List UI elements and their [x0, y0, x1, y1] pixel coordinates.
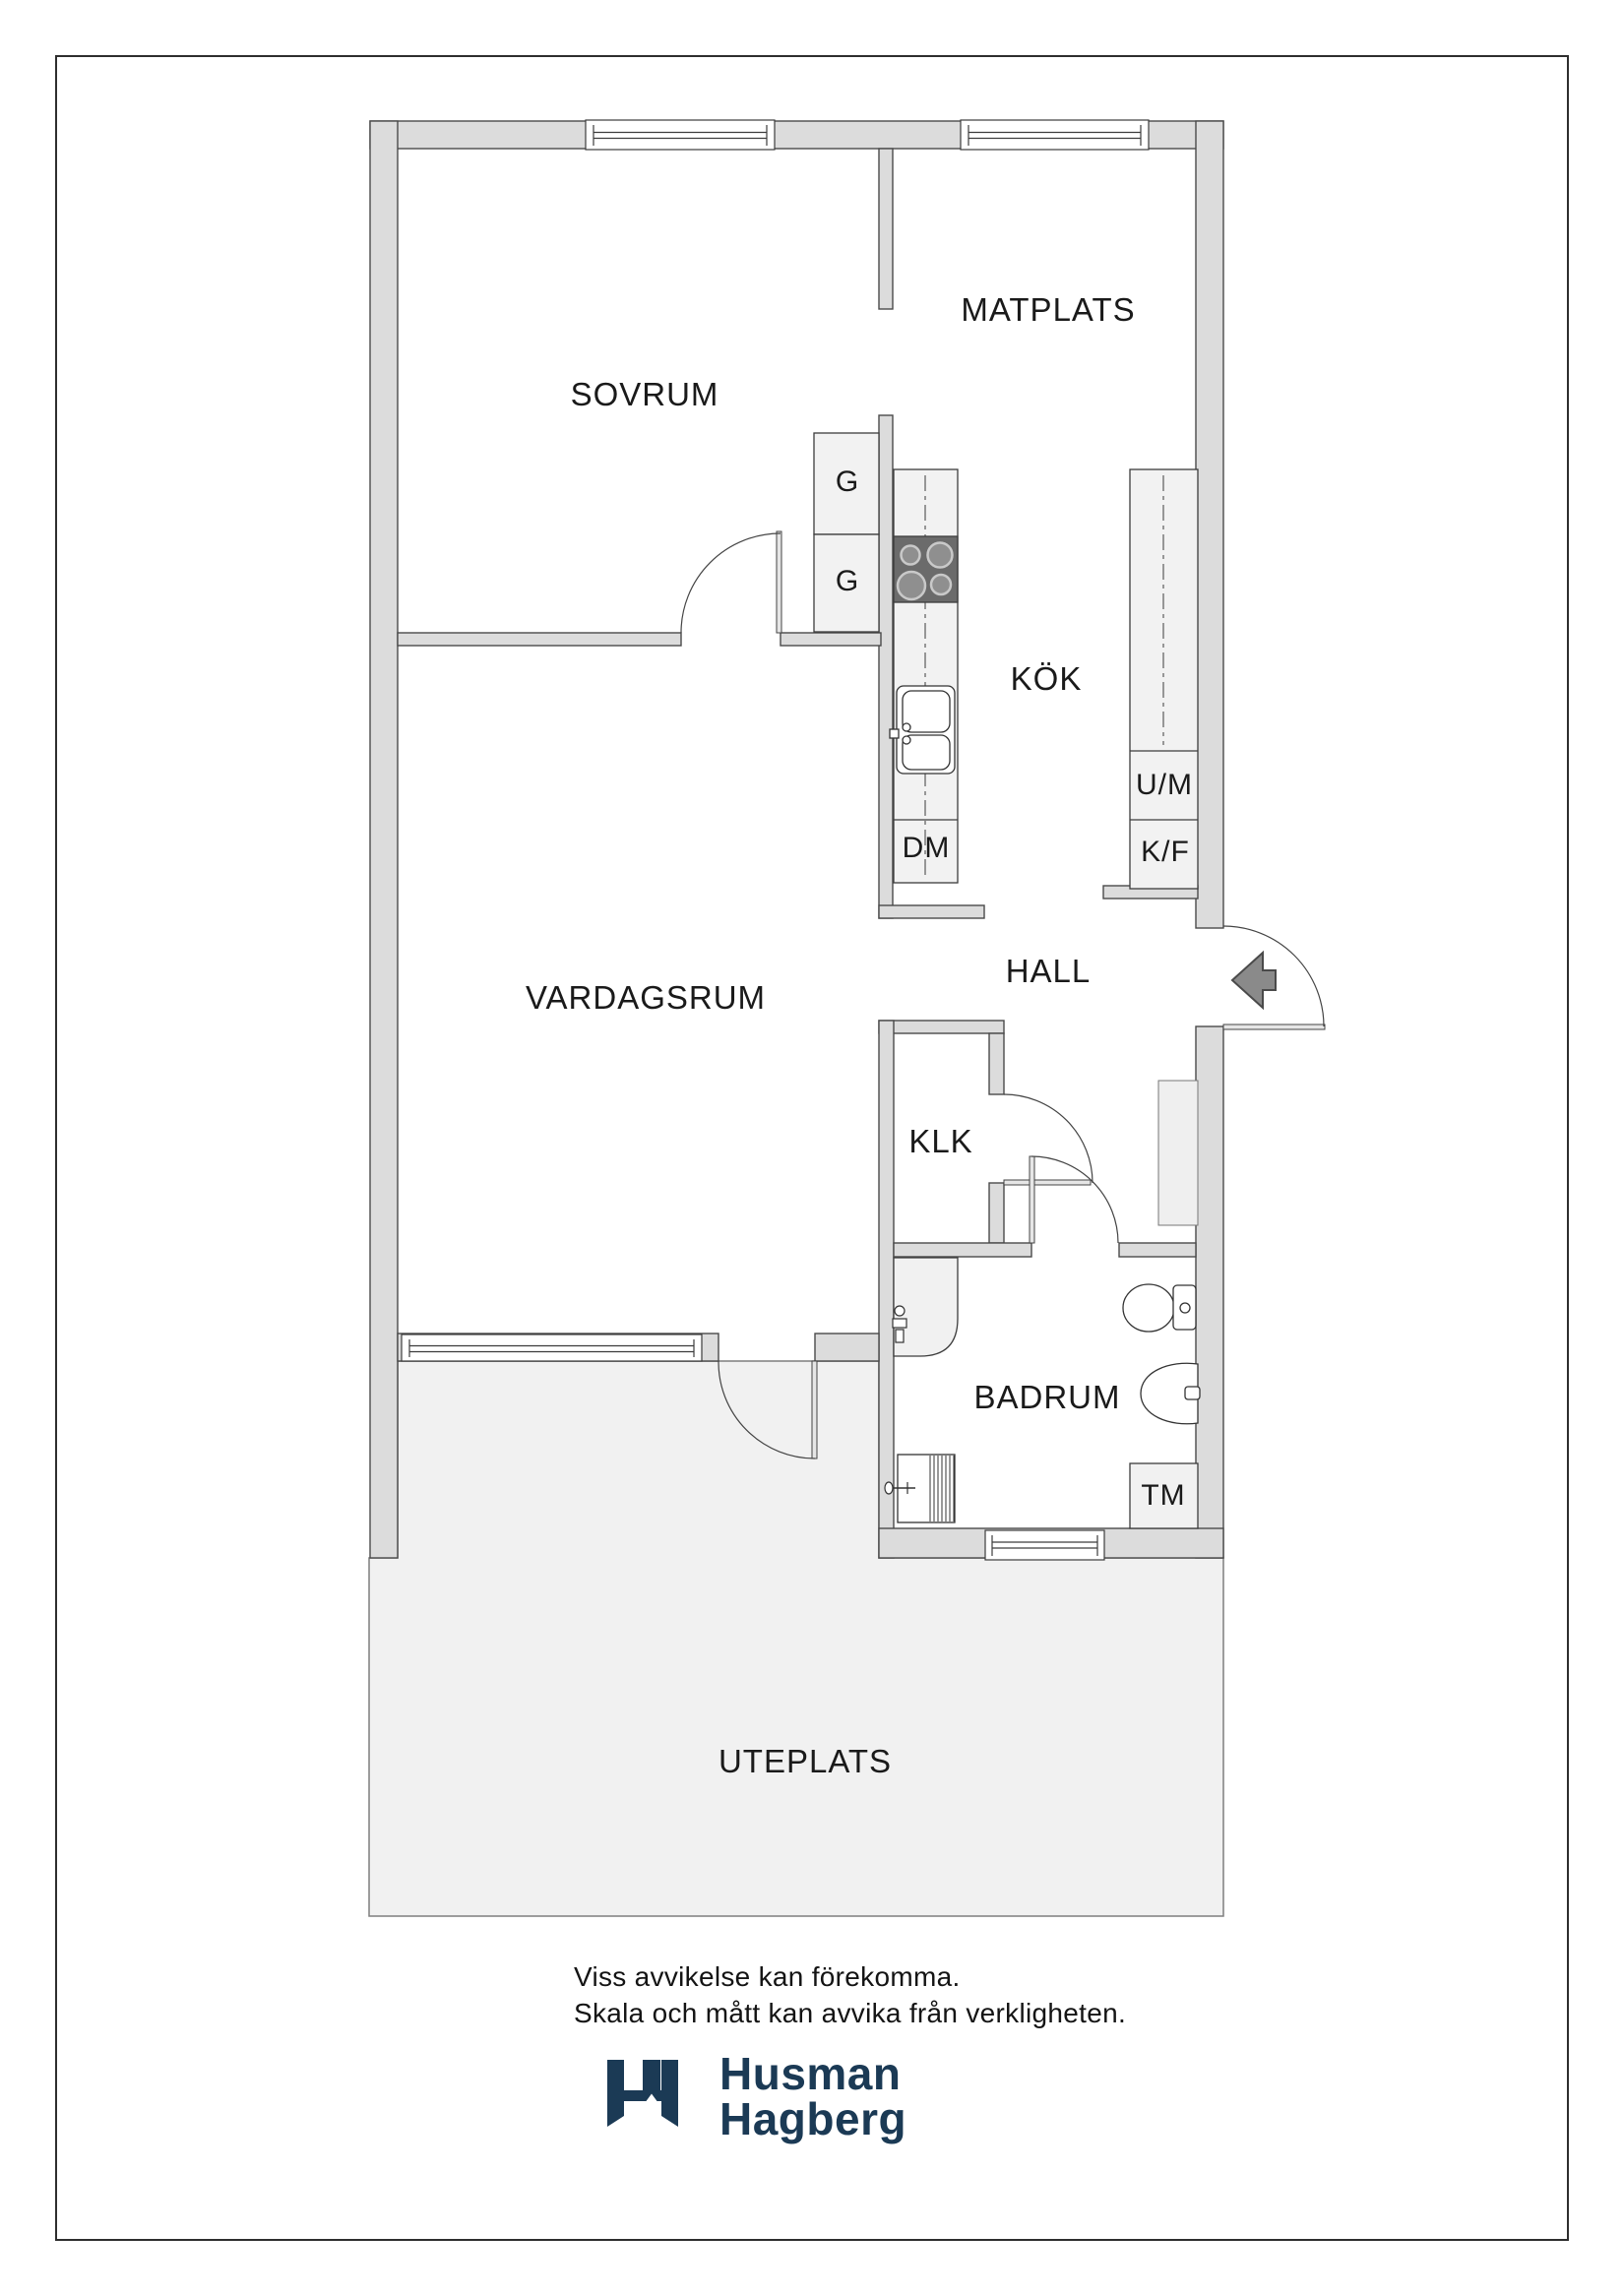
wall-klk-right-upper — [989, 1033, 1004, 1094]
wall-badrum-top-left — [894, 1243, 1031, 1257]
disclaimer-line1: Viss avvikelse kan förekomma. — [574, 1961, 961, 1992]
logo-line1: Husman — [719, 2048, 902, 2099]
wall-sovrum-vardagsrum-left — [398, 633, 681, 646]
label-oven-microwave: U/M — [1136, 769, 1193, 801]
window-vardagsrum — [402, 1334, 702, 1361]
label-hall: HALL — [1005, 953, 1092, 989]
label-uteplats: UTEPLATS — [718, 1743, 893, 1779]
kitchen-cabinets — [814, 433, 1198, 889]
disclaimer-text — [574, 1958, 1126, 2031]
kitchen-sink-icon — [890, 686, 955, 774]
label-washing-machine: TM — [1141, 1479, 1186, 1512]
label-klk: KLK — [908, 1123, 973, 1159]
hall-wardrobe — [1158, 1081, 1198, 1225]
wall-klk-right-lower — [989, 1183, 1004, 1243]
label-fridge-freezer: K/F — [1141, 836, 1190, 868]
husman-hagberg-castle-monogram-icon — [607, 2060, 678, 2128]
doors — [681, 531, 1325, 1458]
stove-icon — [894, 536, 958, 602]
wall-badrum-top-right — [1119, 1243, 1196, 1257]
wall-sovrum-vardagsrum-right — [781, 633, 881, 646]
wall-kitchen-bottom-stub — [879, 905, 984, 918]
door-sovrum — [681, 531, 781, 633]
wall-right-upper — [1196, 121, 1223, 928]
wall-right-lower — [1196, 1026, 1223, 1558]
husman-hagberg-logo-text — [719, 2048, 907, 2144]
disclaimer-line2: Skala och mått kan avvika från verkligheten. — [574, 1998, 1127, 2028]
label-sovrum: SOVRUM — [570, 376, 719, 412]
label-badrum: BADRUM — [973, 1379, 1121, 1415]
window-badrum — [985, 1530, 1104, 1560]
label-vardagsrum: VARDAGSRUM — [525, 979, 767, 1016]
window-matplats — [961, 120, 1149, 150]
label-wardrobe-g2: G — [835, 565, 860, 597]
wall-kitchen — [879, 415, 893, 918]
entry-arrow-icon — [1232, 953, 1276, 1008]
logo-line2: Hagberg — [719, 2093, 907, 2144]
wall-vardagsrum-bottom-right — [815, 1334, 879, 1361]
wall-klk-top — [879, 1021, 1004, 1033]
hand-basin-icon — [1141, 1363, 1200, 1424]
tall-cabinet — [1130, 469, 1198, 889]
label-dishwasher: DM — [902, 832, 951, 864]
wall-left — [370, 121, 398, 1558]
label-wardrobe-g1: G — [835, 465, 860, 498]
window-sovrum — [586, 120, 775, 150]
toilet-icon — [1123, 1284, 1196, 1332]
door-badrum — [1030, 1156, 1118, 1243]
radiator-icon — [885, 1455, 955, 1522]
label-matplats: MATPLATS — [961, 291, 1136, 328]
label-kok: KÖK — [1010, 660, 1083, 697]
wall-sovrum-matplats-divider — [879, 149, 893, 309]
wall-badrum-left — [879, 1021, 894, 1558]
uteplats-patio-area — [369, 1361, 1223, 1916]
windows — [402, 120, 1149, 1560]
